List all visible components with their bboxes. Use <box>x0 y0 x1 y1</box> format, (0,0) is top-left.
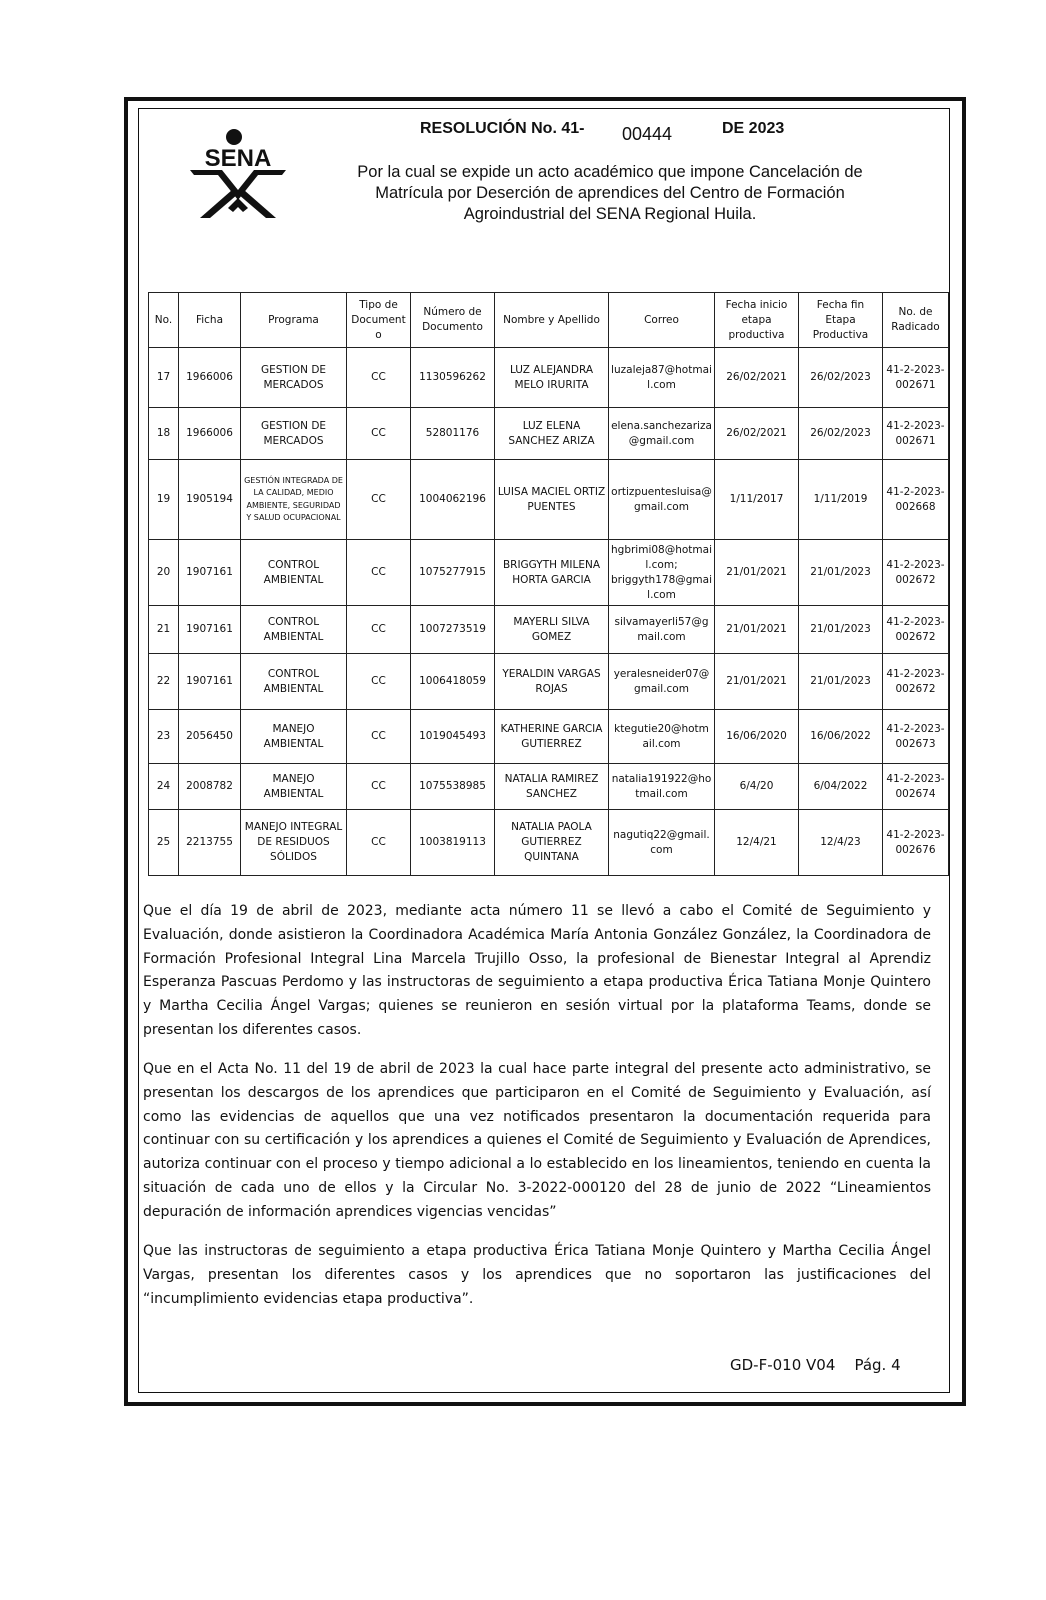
column-header: No. <box>149 293 179 348</box>
paragraph-acta: Que en el Acta No. 11 del 19 de abril de 2023 la cual hace parte integral del presente acto administrativo, se presentan los descargos de los aprendices que participaron en el Comité de Seguimiento y Evaluación, así como las evidencias de aquellos que una vez notificados presentaron la documentación requerida para continuar con su certificación y los aprendices a quienes el Comité de Seguimiento y Evaluación de Aprendices, autoriza continuar con el proceso y tiempo adicional a lo establecido en los lineamientos, teniendo en cuenta la situación de cada uno de ellos y la Circular No. 3-2022-000120 del 28 de junio de 2022 “Lineamientos depuración de información aprendices vigencias vencidas” <box>143 1061 931 1220</box>
table-cell: CC <box>347 764 411 810</box>
resolution-subtitle <box>310 162 910 225</box>
table-cell: ktegutie20@hotmail.com <box>609 710 715 764</box>
table-cell: 25 <box>149 810 179 876</box>
column-header: Número de Documento <box>411 293 495 348</box>
table-cell: nagutiq22@gmail.com <box>609 810 715 876</box>
table-cell: yeralesneider07@gmail.com <box>609 654 715 710</box>
table-cell: 26/02/2023 <box>799 408 883 460</box>
table-cell: 1907161 <box>179 606 241 654</box>
resolution-number: 00444 <box>622 124 673 144</box>
column-header: No. de Radicado <box>883 293 949 348</box>
table-cell: 23 <box>149 710 179 764</box>
table-cell: 1130596262 <box>411 348 495 408</box>
column-header: Ficha <box>179 293 241 348</box>
table-cell: 1019045493 <box>411 710 495 764</box>
sena-logo <box>186 128 290 220</box>
column-header: Programa <box>241 293 347 348</box>
table-cell: 21/01/2021 <box>715 606 799 654</box>
table-cell: 41-2-2023-002672 <box>883 606 949 654</box>
table-cell: 12/4/23 <box>799 810 883 876</box>
table-cell: 41-2-2023-002674 <box>883 764 949 810</box>
table-cell: silvamayerli57@gmail.com <box>609 606 715 654</box>
table-row <box>149 408 949 460</box>
table-cell: 12/4/21 <box>715 810 799 876</box>
table-row <box>149 710 949 764</box>
table-cell: GESTIÓN INTEGRADA DE LA CALIDAD, MEDIO AMBIENTE, SEGURIDAD Y SALUD OCUPACIONAL <box>241 460 347 540</box>
table-cell: luzaleja87@hotmail.com <box>609 348 715 408</box>
column-header: Fecha fin Etapa Productiva <box>799 293 883 348</box>
table-cell: 2056450 <box>179 710 241 764</box>
table-cell: MANEJO INTEGRAL DE RESIDUOS SÓLIDOS <box>241 810 347 876</box>
subtitle-line: Agroindustrial del SENA Regional Huila. <box>463 205 757 223</box>
table-cell: CC <box>347 810 411 876</box>
table-cell: 1/11/2017 <box>715 460 799 540</box>
table-cell: 1075277915 <box>411 540 495 606</box>
table-cell: 41-2-2023-002672 <box>883 540 949 606</box>
table-cell: 41-2-2023-002671 <box>883 348 949 408</box>
table-cell: 21/01/2023 <box>799 606 883 654</box>
page-footer <box>730 1356 901 1374</box>
table-cell: 16/06/2022 <box>799 710 883 764</box>
table-cell: 1003819113 <box>411 810 495 876</box>
table-cell: natalia191922@hotmail.com <box>609 764 715 810</box>
table-cell: 19 <box>149 460 179 540</box>
table-cell: hgbrimi08@hotmail.com; briggyth178@gmail.com <box>609 540 715 606</box>
table-cell: 41-2-2023-002671 <box>883 408 949 460</box>
table-cell: 26/02/2023 <box>799 348 883 408</box>
paragraph-comite: Que el día 19 de abril de 2023, mediante acta número 11 se llevó a cabo el Comité de Seguimiento y Evaluación, donde asistieron la Coordinadora Académica María Antonia González González, la Coordinadora de Formación Profesional Integral Lina Marcela Trujillo Osso, la profesional de Bienestar Integral al Aprendiz Esperanza Pascuas Perdomo y las instructoras de seguimiento a etapa productiva Érica Tatiana Monje Quintero y Martha Cecilia Ángel Vargas; quienes se reunieron en sesión virtual por la plataforma Teams, donde se presentan los diferentes casos. <box>143 903 931 1038</box>
table-cell: 21/01/2021 <box>715 654 799 710</box>
table-header-row <box>149 293 949 348</box>
column-header: Correo <box>609 293 715 348</box>
table-cell: 1004062196 <box>411 460 495 540</box>
table-cell: CONTROL AMBIENTAL <box>241 606 347 654</box>
table-row <box>149 348 949 408</box>
table-cell: LUZ ELENA SANCHEZ ARIZA <box>495 408 609 460</box>
table-cell: CONTROL AMBIENTAL <box>241 540 347 606</box>
table-row <box>149 764 949 810</box>
document-code: GD-F-010 V04 <box>730 1356 836 1374</box>
svg-text:SENA: SENA <box>204 145 272 172</box>
table-cell: GESTION DE MERCADOS <box>241 408 347 460</box>
apprentices-table <box>148 292 949 876</box>
table-cell: 1907161 <box>179 540 241 606</box>
table-cell: elena.sanchezariza@gmail.com <box>609 408 715 460</box>
table-cell: CC <box>347 710 411 764</box>
table-cell: 1075538985 <box>411 764 495 810</box>
table-cell: MAYERLI SILVA GOMEZ <box>495 606 609 654</box>
table-cell: 6/04/2022 <box>799 764 883 810</box>
table-cell: NATALIA RAMIREZ SANCHEZ <box>495 764 609 810</box>
table-cell: CC <box>347 460 411 540</box>
table-cell: 26/02/2021 <box>715 408 799 460</box>
page-number: Pág. 4 <box>854 1356 901 1374</box>
table-row <box>149 654 949 710</box>
table-cell: 21/01/2023 <box>799 654 883 710</box>
table-cell: BRIGGYTH MILENA HORTA GARCIA <box>495 540 609 606</box>
table-cell: 21/01/2023 <box>799 540 883 606</box>
table-cell: 21 <box>149 606 179 654</box>
table-cell: 18 <box>149 408 179 460</box>
table-cell: 24 <box>149 764 179 810</box>
table-cell: LUZ ALEJANDRA MELO IRURITA <box>495 348 609 408</box>
table-cell: MANEJO AMBIENTAL <box>241 710 347 764</box>
table-cell: 6/4/20 <box>715 764 799 810</box>
column-header: Nombre y Apellido <box>495 293 609 348</box>
table-cell: 22 <box>149 654 179 710</box>
paragraph-instructoras: Que las instructoras de seguimiento a etapa productiva Érica Tatiana Monje Quintero y Martha Cecilia Ángel Vargas, presentan los diferentes casos y los aprendices que no soportaron las justificaciones del “incumplimiento evidencias etapa productiva”. <box>143 1243 931 1307</box>
table-cell: 2008782 <box>179 764 241 810</box>
table-cell: CC <box>347 606 411 654</box>
table-cell: GESTION DE MERCADOS <box>241 348 347 408</box>
table-cell: CC <box>347 408 411 460</box>
table-cell: 52801176 <box>411 408 495 460</box>
table-row <box>149 460 949 540</box>
table-cell: 17 <box>149 348 179 408</box>
table-cell: 1907161 <box>179 654 241 710</box>
table-cell: ortizpuentesluisa@gmail.com <box>609 460 715 540</box>
table-cell: CC <box>347 540 411 606</box>
table-cell: 1966006 <box>179 408 241 460</box>
subtitle-line: Por la cual se expide un acto académico que impone Cancelación de <box>357 163 863 181</box>
table-cell: 41-2-2023-002672 <box>883 654 949 710</box>
table-cell: YERALDIN VARGAS ROJAS <box>495 654 609 710</box>
table-cell: 26/02/2021 <box>715 348 799 408</box>
table-cell: 41-2-2023-002668 <box>883 460 949 540</box>
resolution-year: DE 2023 <box>722 120 785 137</box>
table-cell: 1007273519 <box>411 606 495 654</box>
table-cell: 41-2-2023-002673 <box>883 710 949 764</box>
resolution-label: RESOLUCIÓN No. 41- <box>420 120 585 137</box>
table-cell: 2213755 <box>179 810 241 876</box>
table-row <box>149 540 949 606</box>
subtitle-line: Matrícula por Deserción de aprendices del Centro de Formación <box>375 184 845 202</box>
table-cell: 20 <box>149 540 179 606</box>
table-cell: 1905194 <box>179 460 241 540</box>
table-cell: 16/06/2020 <box>715 710 799 764</box>
table-cell: 1006418059 <box>411 654 495 710</box>
table-row <box>149 606 949 654</box>
table-cell: CC <box>347 654 411 710</box>
table-cell: NATALIA PAOLA GUTIERREZ QUINTANA <box>495 810 609 876</box>
table-cell: CC <box>347 348 411 408</box>
table-cell: CONTROL AMBIENTAL <box>241 654 347 710</box>
column-header: Tipo de Documento <box>347 293 411 348</box>
table-cell: 1966006 <box>179 348 241 408</box>
table-cell: 41-2-2023-002676 <box>883 810 949 876</box>
table-row <box>149 810 949 876</box>
table-cell: KATHERINE GARCIA GUTIERREZ <box>495 710 609 764</box>
column-header: Fecha inicio etapa productiva <box>715 293 799 348</box>
table-cell: MANEJO AMBIENTAL <box>241 764 347 810</box>
table-cell: 21/01/2021 <box>715 540 799 606</box>
table-cell: LUISA MACIEL ORTIZ PUENTES <box>495 460 609 540</box>
table-cell: 1/11/2019 <box>799 460 883 540</box>
